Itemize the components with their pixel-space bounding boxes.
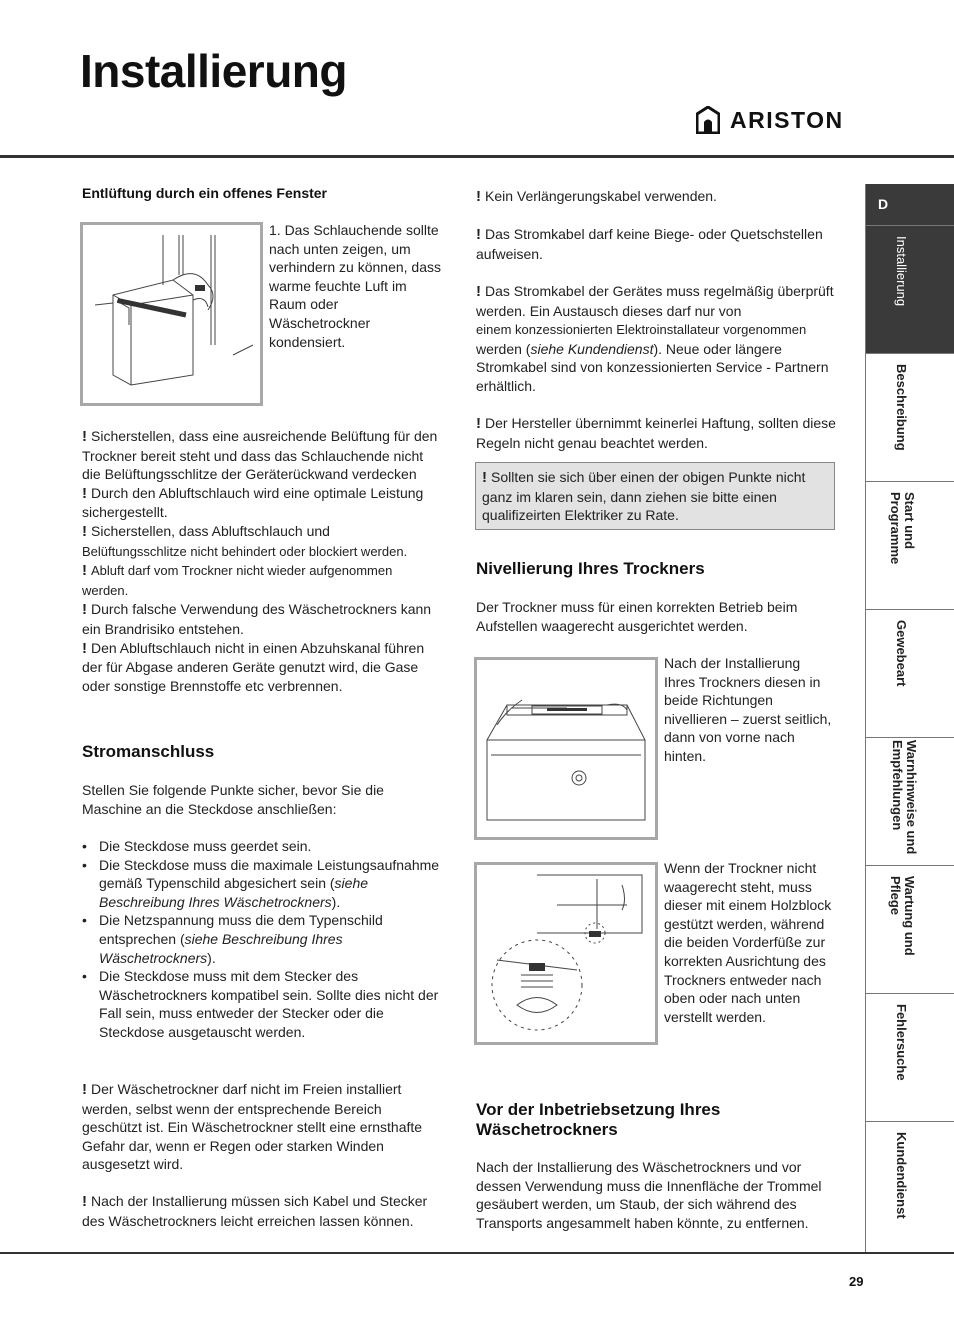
heading-nivellierung: Nivellierung Ihres Trockners bbox=[476, 559, 705, 578]
brand-name: ARISTON bbox=[730, 106, 844, 133]
list-item: • Die Netzspannung muss die dem Typenschild entsprechen (siehe Beschreibung Ihres Wäschetrockners). bbox=[82, 911, 442, 967]
ventilation-warnings bbox=[82, 427, 442, 695]
chapter-index-sidebar bbox=[865, 184, 954, 1254]
subheading-ventilation: Entlüftung durch ein offenes Fenster bbox=[82, 185, 328, 201]
warning-item: ! Sicherstellen, dass eine ausreichende Belüftung für den Trockner bereit steht und dass das Schlauchende nicht die Belüftungsschlitze der Geräterückwand verdecken bbox=[82, 428, 438, 483]
warning-item: ! Das Stromkabel der Gerätes muss regelmäßig überprüft werden. Ein Austausch dieses darf nur von einem konzessionierten Elektroinstallateur vorgenommen werden (siehe Kundendienst). Neue oder längere Stromkabel sind von konzessionierten Service - Partnern erhältlich. bbox=[476, 282, 834, 394]
warning-item: ! Durch falsche Verwendung des Wäschetrockners kann ein Brandrisiko entstehen. bbox=[82, 601, 432, 637]
figure1-caption: 1. Das Schlauchende sollte nach unten zeigen, um verhindern zu können, dass warme feuchte Luft im Raum oder Wäschetrockner kondensiert. bbox=[269, 222, 441, 350]
tab-warnhinweise[interactable] bbox=[866, 738, 954, 866]
list-item: • Die Steckdose muss mit dem Stecker des Wäschetrockners kompatibel sein. Sollte dies nicht der Fall sein, muss entweder der Stecker oder die Steckdose ausgetauscht werden. bbox=[82, 967, 442, 1041]
tab-label: Wartung und Pflege bbox=[888, 876, 917, 956]
footer-divider bbox=[0, 1252, 954, 1254]
tab-gewebeart[interactable] bbox=[866, 610, 954, 738]
tab-fehlersuche[interactable] bbox=[866, 994, 954, 1122]
warning-item: ! Den Abluftschlauch nicht in einen Abzuhskanal führen der für Abgase anderen Geräte genutzt wird, die Gase oder sonstige Brennstoffe etc verbrennen. bbox=[82, 639, 425, 694]
figure-leveling-feet bbox=[474, 862, 658, 1045]
warning-item: ! Abluft darf vom Trockner nicht wieder aufgenommen werden. bbox=[82, 562, 393, 598]
header-divider bbox=[0, 155, 954, 158]
electrician-note-box: ! Sollten sie sich über einen der obigen Punkte nicht ganz im klaren sein, dann ziehen sie bitte einen qualifizeirten Elektriker zu Rate. bbox=[475, 462, 835, 530]
page-number: 29 bbox=[849, 1274, 864, 1289]
dryer-foot-illustration bbox=[477, 865, 655, 1042]
tab-label: Kundendienst bbox=[894, 1132, 909, 1219]
tab-start-programme[interactable] bbox=[866, 482, 954, 610]
tab-beschreibung[interactable] bbox=[866, 354, 954, 482]
dryer-window-illustration bbox=[83, 225, 260, 403]
list-item: • Die Steckdose muss die maximale Leistungsaufnahme gemäß Typenschild abgesichert sein (siehe Beschreibung Ihres Wäschetrockners). bbox=[82, 856, 442, 912]
strom-bullet-list bbox=[82, 837, 442, 1042]
warning-item: ! Durch den Abluftschlauch wird eine optimale Leistung sichergestellt. bbox=[82, 484, 424, 521]
figure3-caption: Wenn der Trockner nicht waagerecht steht, muss dieser mit einem Holzblock gestützt werden, während die beiden Vorderfüße zur korrekten Ausrichtung des Trockners entweder nach oben oder nach unten verstellt werden. bbox=[664, 860, 832, 1025]
outdoor-warning: ! Der Wäschetrockner darf nicht im Freien installiert werden, selbst wenn der entsprechende Bereich geschützt ist. Ein Wäschetrockner stellt eine ernsthafte Gefahr dar, wenn er Regen oder starken Winden ausgesetzt wird. bbox=[82, 1081, 423, 1173]
right-warnings bbox=[476, 187, 836, 452]
warning-item: ! Der Hersteller übernimmt keinerlei Haftung, sollten diese Regeln nicht genau beachtet werden. bbox=[476, 415, 836, 451]
tab-label: Installierung bbox=[894, 236, 909, 307]
list-item: • Die Steckdose muss geerdet sein. bbox=[82, 837, 442, 856]
language-tab[interactable] bbox=[866, 184, 954, 226]
figure-leveling-top bbox=[474, 657, 658, 840]
heading-stromanschluss: Stromanschluss bbox=[82, 742, 215, 761]
inbetriebsetzung-text: Nach der Installierung des Wäschetrockners und vor dessen Verwendung muss die Innenfläche der Trommel gesäubert werden, um Staub, der sich während des Transports angesammelt haben könnte, zu entfernen. bbox=[476, 1159, 822, 1231]
tab-wartung-pflege[interactable] bbox=[866, 866, 954, 994]
tab-label: Beschreibung bbox=[894, 364, 909, 451]
tab-installierung[interactable] bbox=[866, 226, 954, 354]
figure2-caption: Nach der Installierung Ihres Trockners diesen in beide Richtungen nivellieren – zuerst seitlich, dann von vorne nach hinten. bbox=[664, 655, 832, 764]
cable-access-warning: ! Nach der Installierung müssen sich Kabel und Stecker des Wäschetrockners leicht erreichen lassen können. bbox=[82, 1193, 428, 1229]
brand-logo bbox=[696, 106, 844, 134]
page-title: Installierung bbox=[80, 45, 347, 97]
warning-item: ! Das Stromkabel darf keine Biege- oder Quetschstellen aufweisen. bbox=[476, 226, 823, 262]
figure-window-venting bbox=[80, 222, 263, 406]
tab-label: Start und Programme bbox=[888, 492, 917, 565]
language-label: D bbox=[878, 196, 889, 212]
ariston-house-icon bbox=[696, 106, 720, 134]
heading-inbetriebsetzung: Vor der Inbetriebsetzung Ihres Wäschetrockners bbox=[476, 1100, 721, 1139]
tab-label: Gewebeart bbox=[894, 620, 909, 687]
warning-item: ! Sicherstellen, dass Abluftschlauch und Belüftungsschlitze nicht behindert oder blockiert werden. bbox=[82, 522, 408, 559]
strom-intro: Stellen Sie folgende Punkte sicher, bevor Sie die Maschine an die Steckdose anschließen: bbox=[82, 782, 384, 817]
warning-item: ! Kein Verlängerungskabel verwenden. bbox=[476, 188, 717, 205]
nivellierung-intro: Der Trockner muss für einen korrekten Betrieb beim Aufstellen waagerecht ausgerichtet werden. bbox=[476, 599, 798, 634]
tab-label: Fehlersuche bbox=[894, 1004, 909, 1081]
dryer-level-illustration bbox=[477, 660, 655, 837]
tab-label: Warnhinweise und Empfehlungen bbox=[890, 740, 919, 855]
tab-kundendienst[interactable] bbox=[866, 1122, 954, 1254]
